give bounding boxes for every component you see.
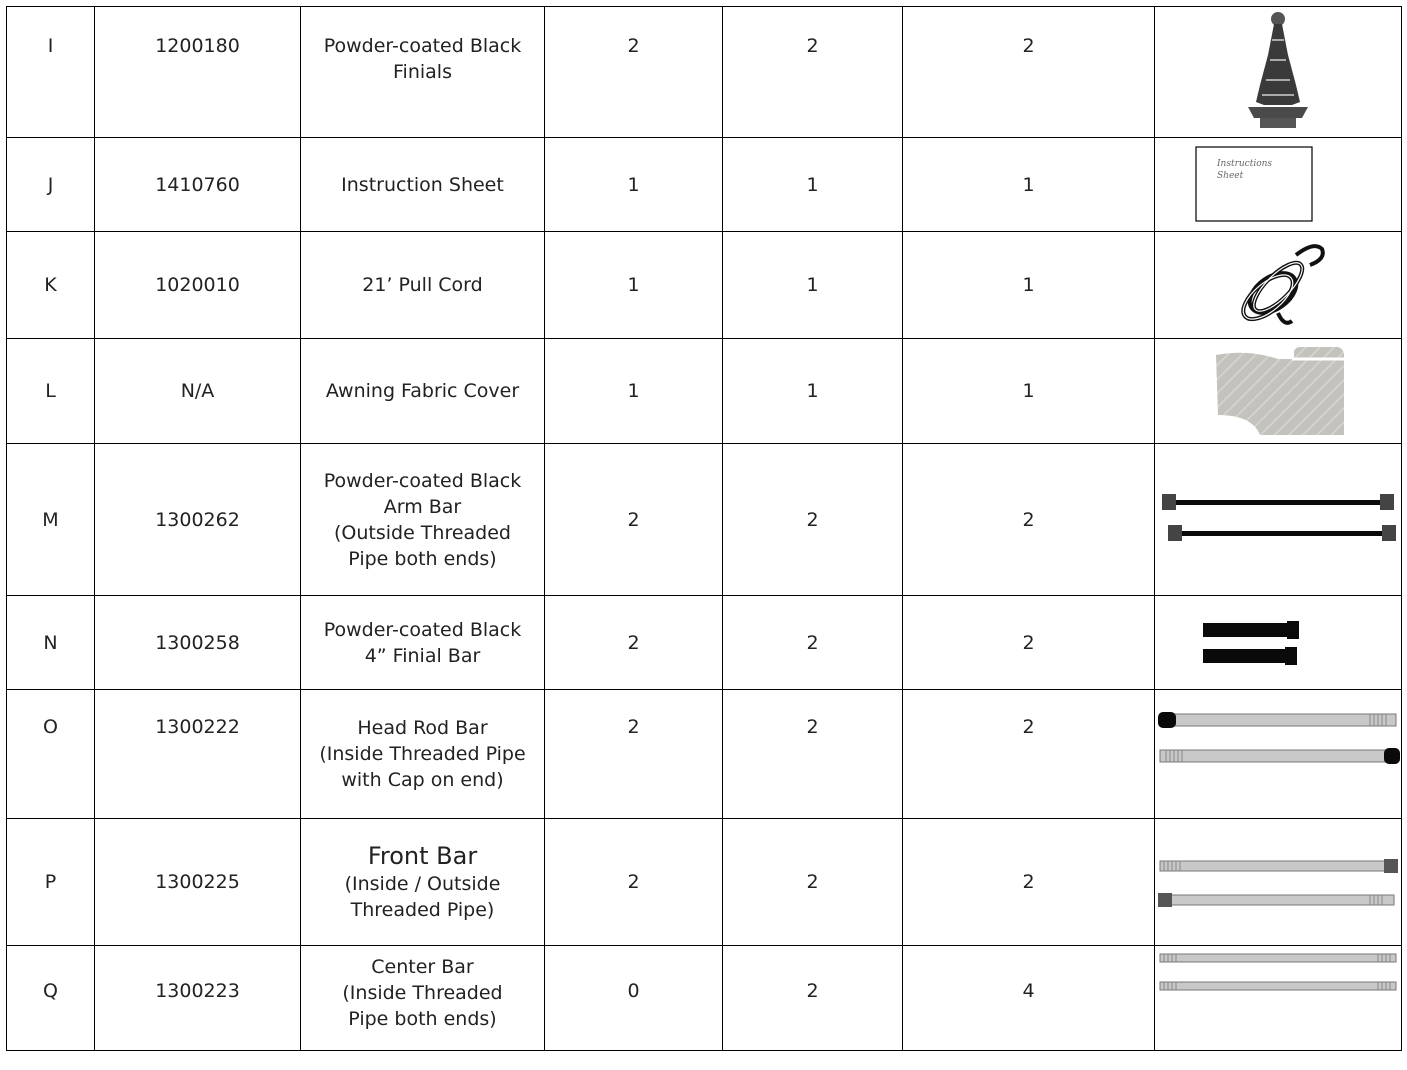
quantity-2: 1 (723, 138, 903, 232)
quantity-3: 1 (903, 339, 1155, 444)
description-line: Awning Fabric Cover (325, 380, 520, 402)
part-description (301, 444, 545, 596)
description-line: Arm Bar (383, 495, 462, 518)
part-number: 1300223 (95, 946, 301, 1051)
quantity-3: 1 (903, 138, 1155, 232)
parts-list-table (6, 6, 1402, 1051)
part-image (1155, 138, 1402, 232)
part-letter: K (7, 232, 95, 339)
part-number: 1300222 (95, 690, 301, 819)
quantity-2: 2 (723, 596, 903, 690)
table-row (7, 232, 1402, 339)
part-description (301, 690, 545, 819)
part-description (301, 339, 545, 444)
instruction-sheet-icon (1195, 146, 1315, 224)
description-line: (Outside Threaded (333, 521, 511, 544)
fabric-cover-icon (1208, 345, 1348, 437)
description-line: Finials (393, 61, 452, 83)
table-row (7, 946, 1402, 1051)
quantity-2: 2 (723, 690, 903, 819)
front-bar-icon (1156, 857, 1401, 907)
part-image (1155, 7, 1402, 138)
description-line: Powder-coated Black (323, 618, 522, 641)
part-description (301, 946, 545, 1051)
part-image (1155, 596, 1402, 690)
part-number: 1410760 (95, 138, 301, 232)
description-line: Threaded Pipe) (350, 899, 495, 921)
finial-icon (1238, 10, 1318, 135)
table-row (7, 7, 1402, 138)
quantity-2: 1 (723, 232, 903, 339)
part-letter: O (7, 690, 95, 819)
sheet-text: Sheet (1217, 170, 1244, 181)
quantity-3: 1 (903, 232, 1155, 339)
finial-bar-icon (1201, 613, 1311, 673)
quantity-1: 2 (545, 819, 723, 946)
quantity-3: 2 (903, 596, 1155, 690)
table-row (7, 690, 1402, 819)
quantity-3: 2 (903, 819, 1155, 946)
quantity-2: 2 (723, 946, 903, 1051)
quantity-2: 2 (723, 444, 903, 596)
description-line: 21’ Pull Cord (362, 274, 483, 296)
part-letter: M (7, 444, 95, 596)
part-description (301, 7, 545, 138)
quantity-1: 1 (545, 339, 723, 444)
quantity-1: 2 (545, 7, 723, 138)
quantity-1: 1 (545, 232, 723, 339)
description-line: Head Rod Bar (357, 717, 488, 739)
part-description (301, 232, 545, 339)
arm-bar-icon (1158, 490, 1398, 550)
quantity-3: 4 (903, 946, 1155, 1051)
quantity-1: 0 (545, 946, 723, 1051)
part-number: 1200180 (95, 7, 301, 138)
quantity-1: 2 (545, 690, 723, 819)
description-line: Powder-coated Black (323, 35, 522, 57)
pull-cord-icon (1218, 235, 1338, 335)
quantity-3: 2 (903, 7, 1155, 138)
part-image (1155, 946, 1402, 1051)
table-row (7, 596, 1402, 690)
description-line: (Inside Threaded Pipe (319, 743, 526, 765)
part-letter: N (7, 596, 95, 690)
quantity-1: 1 (545, 138, 723, 232)
quantity-2: 2 (723, 819, 903, 946)
description-line: Front Bar (367, 842, 478, 870)
part-letter: Q (7, 946, 95, 1051)
description-line: (Inside Threaded (342, 982, 503, 1004)
part-description (301, 819, 545, 946)
description-line: Instruction Sheet (341, 173, 504, 196)
description-line: Pipe both ends) (348, 547, 497, 570)
part-image (1155, 232, 1402, 339)
quantity-2: 1 (723, 339, 903, 444)
description-line: (Inside / Outside (344, 873, 501, 895)
quantity-2: 2 (723, 7, 903, 138)
quantity-3: 2 (903, 444, 1155, 596)
table-row (7, 819, 1402, 946)
description-line: Center Bar (371, 956, 474, 978)
quantity-1: 2 (545, 596, 723, 690)
description-line: with Cap on end) (341, 769, 504, 791)
part-image (1155, 690, 1402, 819)
part-description (301, 596, 545, 690)
part-image (1155, 339, 1402, 444)
description-line: 4” Finial Bar (364, 644, 481, 667)
center-bar-icon (1156, 950, 1401, 996)
description-line: Powder-coated Black (323, 469, 522, 492)
part-number: N/A (95, 339, 301, 444)
part-description (301, 138, 545, 232)
table-row (7, 138, 1402, 232)
part-number: 1300225 (95, 819, 301, 946)
part-number: 1020010 (95, 232, 301, 339)
quantity-1: 2 (545, 444, 723, 596)
part-image (1155, 444, 1402, 596)
quantity-3: 2 (903, 690, 1155, 819)
part-letter: I (7, 7, 95, 138)
head-rod-bar-icon (1156, 710, 1401, 766)
part-letter: J (7, 138, 95, 232)
part-letter: P (7, 819, 95, 946)
table-row (7, 339, 1402, 444)
sheet-text: Instructions (1217, 158, 1273, 169)
part-number: 1300262 (95, 444, 301, 596)
description-line: Pipe both ends) (348, 1008, 497, 1030)
part-number: 1300258 (95, 596, 301, 690)
part-image (1155, 819, 1402, 946)
part-letter: L (7, 339, 95, 444)
table-row (7, 444, 1402, 596)
